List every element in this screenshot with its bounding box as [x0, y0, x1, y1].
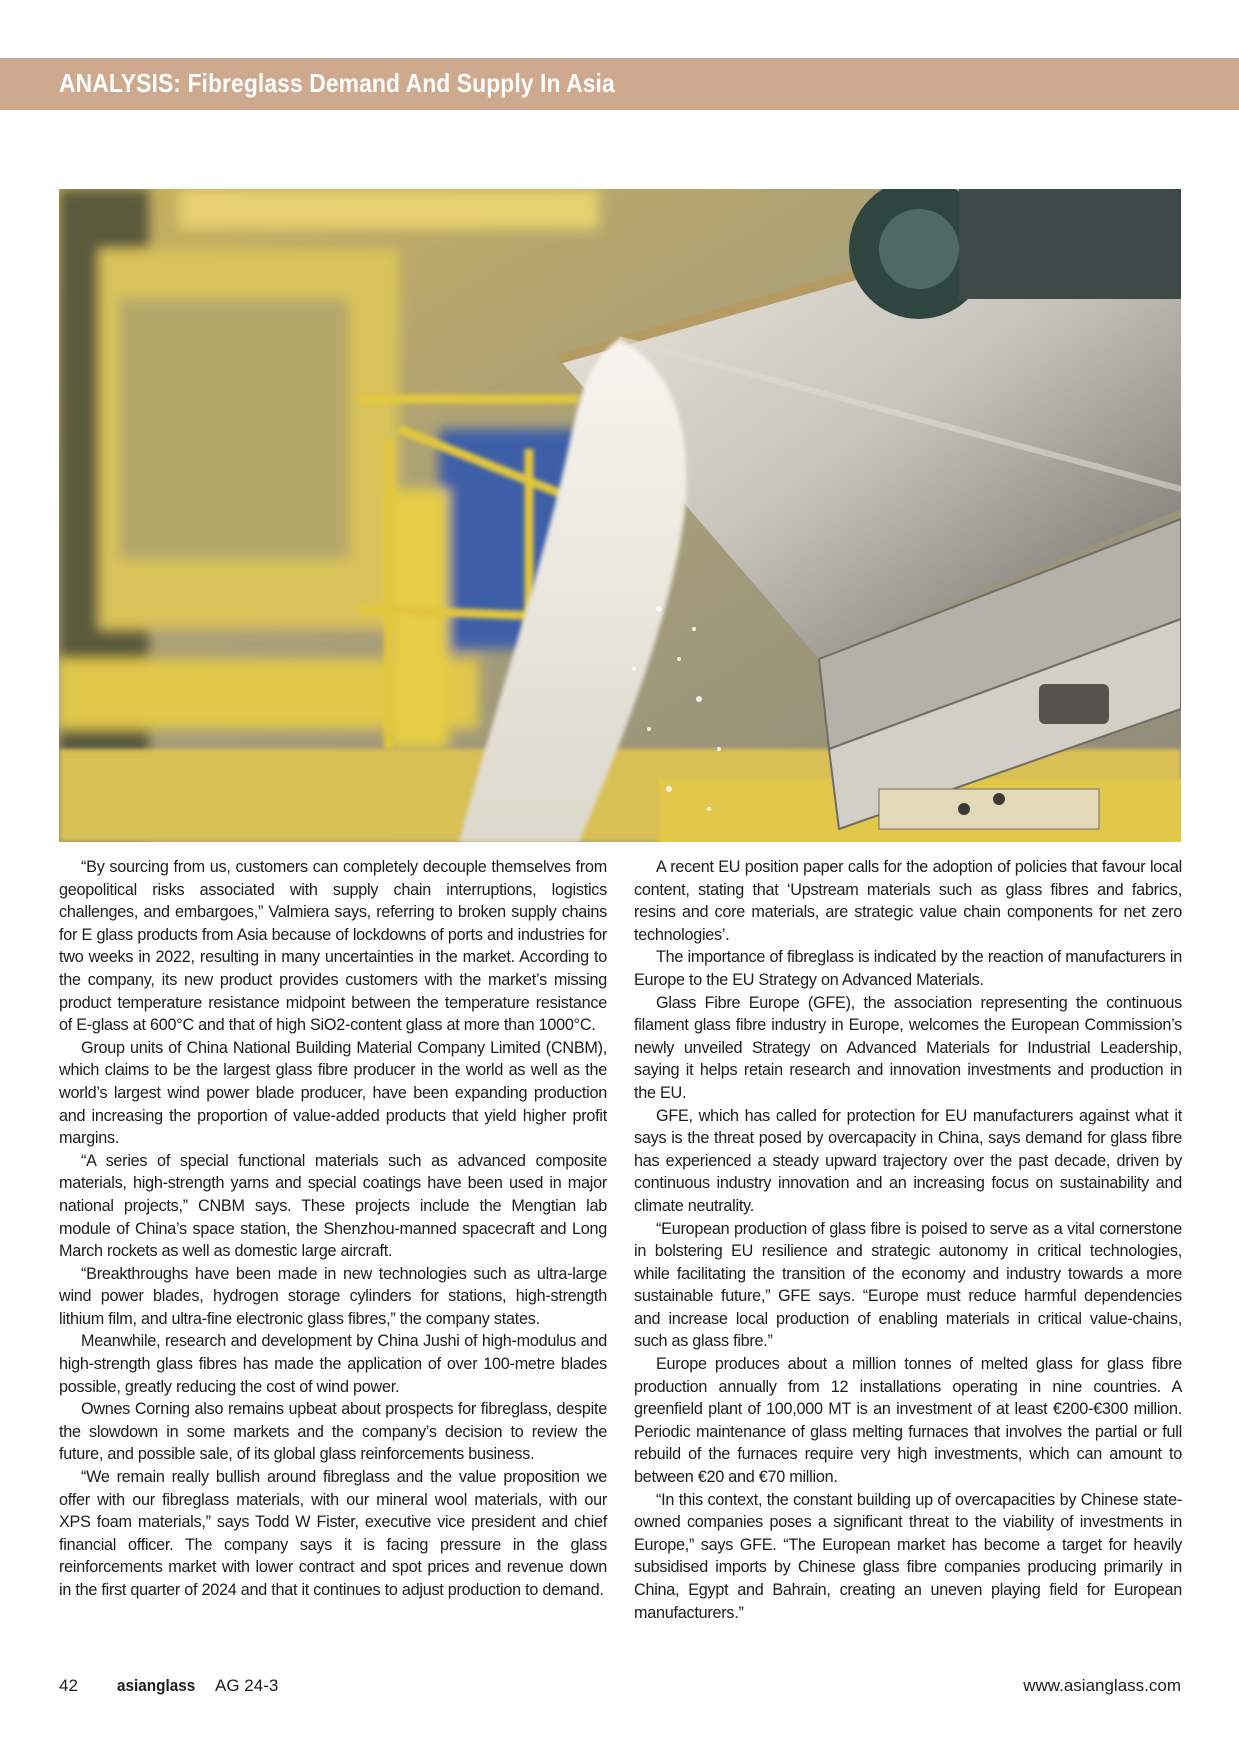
website-url[interactable]: www.asianglass.com: [1023, 1676, 1181, 1695]
paragraph: “By sourcing from us, customers can completely decouple themselves from geopolitical risks associated with supply chain interruptions, logistics challenges, and embargoes,” Valmiera says, referring to broken supply chains for E glass products from Asia because of lockdowns of ports and industries for two weeks in 2022, resulting in many uncertainties in the market. According to the company, its new product provides customers with the market’s missing product temperature resistance midpoint between the temperature resistance of E-glass at 600°C and that of high SiO2-content glass at more than 1000°C.: [59, 858, 607, 1035]
paragraph: A recent EU position paper calls for the adoption of policies that favour local content, stating that ‘Upstream materials such as glass fibres and fabrics, resins and core materials, are strategic value chain components for net zero technologies’.: [634, 858, 1182, 944]
publication-brand: asianglass: [117, 1676, 196, 1695]
article-column-left: [59, 856, 607, 1602]
paragraph: GFE, which has called for protection for EU manufacturers against what it says is the threat posed by overcapacity in China, says demand for glass fibre has experienced a steady upward trajectory over the past decade, driven by continuous industry innovation and an increasing focus on sustainability and climate neutrality.: [634, 1106, 1182, 1215]
paragraph: “In this context, the constant building up of overcapacities by Chinese state-owned companies poses a significant threat to the viability of investments in Europe,” says GFE. “The European market has become a target for heavily subsidised imports by Chinese glass fibre companies producing primarily in China, Egypt and Bahrain, creating an uneven playing field for European manufacturers.”: [634, 1490, 1182, 1622]
factory-photo-illustration: [59, 189, 1181, 842]
paragraph: “Breakthroughs have been made in new technologies such as ultra-large wind power blades, hydrogen storage cylinders for stations, high-strength lithium film, and ultra-fine electronic glass fibres,” the company states.: [59, 1264, 607, 1328]
paragraph: Ownes Corning also remains upbeat about prospects for fibreglass, despite the slowdown in some markets and the company’s decision to review the future, and possible sale, of its global glass reinforcements business.: [59, 1400, 607, 1464]
paragraph: Europe produces about a million tonnes of melted glass for glass fibre production annually from 12 installations operating in nine countries. A greenfield plant of 100,000 MT is an investment of at least €200-€300 million. Periodic maintenance of glass melting furnaces that involves the partial or full rebuild of the furnaces require very high investments, which can amount to between €20 and €70 million.: [634, 1355, 1182, 1487]
paragraph: “We remain really bullish around fibreglass and the value proposition we offer with our fibreglass materials, with our mineral wool materials, with our XPS foam materials,” says Todd W Fister, executive vice president and chief financial officer. The company says it is facing pressure in the glass reinforcements market with lower contract and spot prices and revenue down in the first quarter of 2024 and that it continues to adjust production to demand.: [59, 1468, 607, 1599]
issue-label: AG 24-3: [215, 1676, 279, 1695]
paragraph: Glass Fibre Europe (GFE), the association representing the continuous filament glass fibre industry in Europe, welcomes the European Commission’s newly unveiled Strategy on Advanced Materials for Industrial Leadership, saying it helps retain research and innovation investments and production in the EU.: [634, 993, 1182, 1102]
section-banner: [0, 58, 1239, 110]
article-column-right: [634, 856, 1182, 1624]
page-footer: [0, 1676, 1239, 1700]
paragraph: “A series of special functional materials such as advanced composite materials, high-strength yarns and special coatings have been used in major national projects,” CNBM says. These projects include the Mengtian lab module of China’s space station, the Shenzhou-manned spacecraft and Long March rockets as well as domestic large aircraft.: [59, 1151, 607, 1261]
page-number: 42: [59, 1676, 78, 1695]
paragraph: Group units of China National Building Material Company Limited (CNBM), which claims to be the largest glass fibre producer in the world as well as the world’s largest wind power blade producer, have been expanding production and increasing the proportion of value-added products that yield higher profit margins.: [59, 1038, 607, 1148]
paragraph: Meanwhile, research and development by China Jushi of high-modulus and high-strength glass fibres has made the application of over 100-metre blades possible, greatly reducing the cost of wind power.: [59, 1332, 607, 1396]
paragraph: “European production of glass fibre is poised to serve as a vital cornerstone in bolstering EU resilience and strategic autonomy in critical technologies, while facilitating the transition of the economy and industry towards a more sustainable future,” GFE says. “Europe must reduce harmful dependencies and increase local production of enabling materials in critical value-chains, such as glass fibre.”: [634, 1219, 1182, 1351]
banner-title: ANALYSIS: Fibreglass Demand And Supply In Asia: [59, 68, 615, 98]
paragraph: The importance of fibreglass is indicated by the reaction of manufacturers in Europe to the EU Strategy on Advanced Materials.: [634, 948, 1182, 989]
feature-photo: [59, 189, 1181, 842]
